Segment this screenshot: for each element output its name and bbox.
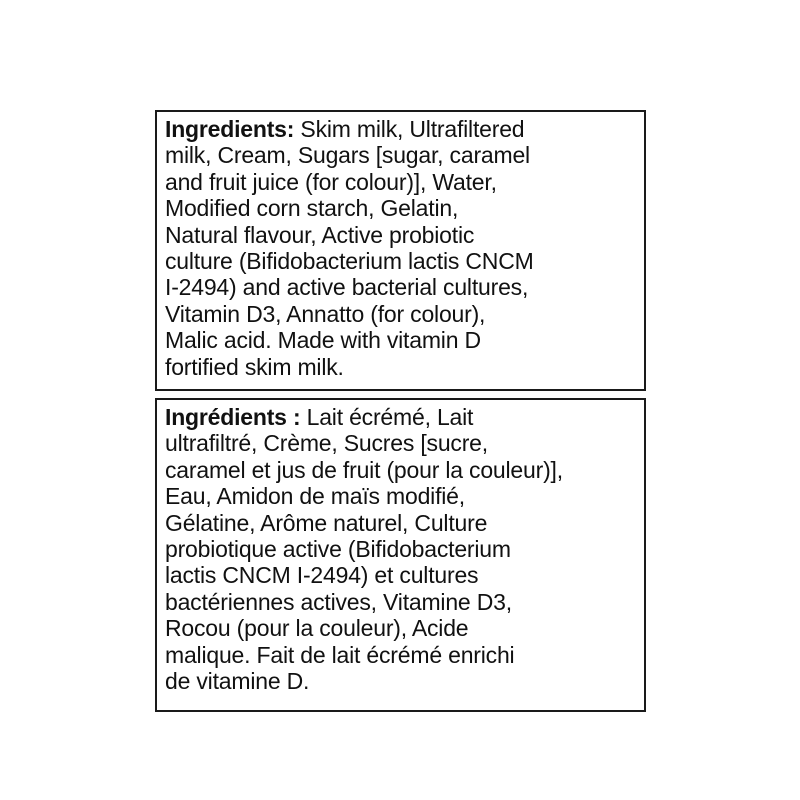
- french-ingredient-text: Lait écrémé, Lait: [300, 404, 474, 430]
- french-ingredient-line: de vitamine D.: [165, 668, 310, 695]
- french-ingredient-line: malique. Fait de lait écrémé enrichi: [165, 641, 515, 668]
- english-ingredient-line: Vitamin D3, Annatto (for colour),: [165, 300, 486, 327]
- french-ingredient-line: ultrafiltré, Crème, Sucres [sucre,: [165, 430, 488, 457]
- english-ingredient-line: fortified skim milk.: [165, 353, 344, 380]
- french-ingredients-panel: [155, 398, 646, 712]
- english-ingredient-line: Natural flavour, Active probiotic: [165, 221, 475, 248]
- english-ingredient-text: Skim milk, Ultrafiltered: [294, 116, 525, 142]
- english-ingredients-panel: [155, 110, 646, 391]
- french-ingredient-line: Rocou (pour la couleur), Acide: [165, 615, 469, 642]
- french-ingredient-line: Eau, Amidon de maïs modifié,: [165, 483, 465, 510]
- english-ingredient-line: milk, Cream, Sugars [sugar, caramel: [165, 142, 530, 169]
- english-ingredients-heading: Ingredients:: [165, 116, 295, 142]
- french-first-line: [165, 404, 636, 430]
- french-ingredients-heading: Ingrédients :: [165, 404, 301, 430]
- english-ingredient-line: Modified corn starch, Gelatin,: [165, 195, 459, 222]
- english-ingredient-line: culture (Bifidobacterium lactis CNCM: [165, 248, 534, 275]
- english-ingredient-line: I-2494) and active bacterial cultures,: [165, 274, 529, 301]
- french-ingredient-line: caramel et jus de fruit (pour la couleur)],: [165, 456, 563, 483]
- english-first-line: [165, 116, 636, 142]
- french-ingredient-line: probiotique active (Bifidobacterium: [165, 536, 511, 563]
- french-ingredient-line: lactis CNCM I-2494) et cultures: [165, 562, 479, 589]
- french-ingredient-line: Gélatine, Arôme naturel, Culture: [165, 509, 488, 536]
- english-ingredient-line: Malic acid. Made with vitamin D: [165, 327, 481, 354]
- french-ingredient-line: bactériennes actives, Vitamine D3,: [165, 588, 512, 615]
- english-ingredient-line: and fruit juice (for colour)], Water,: [165, 168, 497, 195]
